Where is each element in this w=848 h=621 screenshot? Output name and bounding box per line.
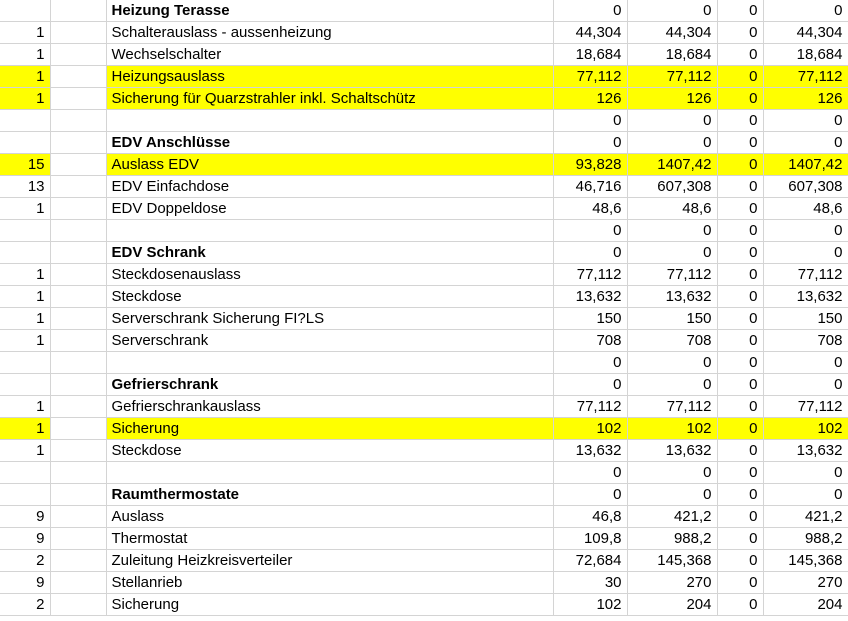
value-cell[interactable]: 0 bbox=[717, 132, 763, 154]
total-price-cell[interactable]: 0 bbox=[627, 374, 717, 396]
sum-cell[interactable]: 126 bbox=[763, 88, 848, 110]
quantity-cell[interactable] bbox=[0, 220, 50, 242]
blank-cell[interactable] bbox=[50, 264, 106, 286]
description-cell[interactable]: EDV Schrank bbox=[106, 242, 553, 264]
sum-cell[interactable]: 0 bbox=[763, 110, 848, 132]
sum-cell[interactable]: 48,6 bbox=[763, 198, 848, 220]
quantity-cell[interactable]: 2 bbox=[0, 594, 50, 616]
blank-cell[interactable] bbox=[50, 396, 106, 418]
unit-price-cell[interactable]: 46,8 bbox=[553, 506, 627, 528]
value-cell[interactable]: 0 bbox=[717, 22, 763, 44]
value-cell[interactable]: 0 bbox=[717, 44, 763, 66]
blank-cell[interactable] bbox=[50, 352, 106, 374]
value-cell[interactable]: 0 bbox=[717, 462, 763, 484]
table-row bbox=[0, 396, 848, 418]
table-row bbox=[0, 264, 848, 286]
empty-row bbox=[0, 110, 848, 132]
blank-cell[interactable] bbox=[50, 330, 106, 352]
quantity-cell[interactable]: 2 bbox=[0, 550, 50, 572]
blank-cell[interactable] bbox=[50, 0, 106, 22]
unit-price-cell[interactable]: 13,632 bbox=[553, 440, 627, 462]
quantity-cell[interactable] bbox=[0, 484, 50, 506]
quantity-cell[interactable]: 1 bbox=[0, 286, 50, 308]
total-price-cell[interactable]: 1407,42 bbox=[627, 154, 717, 176]
blank-cell[interactable] bbox=[50, 110, 106, 132]
table-row bbox=[0, 440, 848, 462]
total-price-cell[interactable]: 708 bbox=[627, 330, 717, 352]
value-cell[interactable]: 0 bbox=[717, 352, 763, 374]
quantity-cell[interactable]: 1 bbox=[0, 198, 50, 220]
total-price-cell[interactable]: 0 bbox=[627, 484, 717, 506]
unit-price-cell[interactable]: 44,304 bbox=[553, 22, 627, 44]
sum-cell[interactable]: 988,2 bbox=[763, 528, 848, 550]
sum-cell[interactable]: 150 bbox=[763, 308, 848, 330]
section-header-row bbox=[0, 0, 848, 22]
total-price-cell[interactable]: 150 bbox=[627, 308, 717, 330]
value-cell[interactable]: 0 bbox=[717, 440, 763, 462]
description-cell[interactable]: Auslass bbox=[106, 506, 553, 528]
description-cell[interactable]: EDV Einfachdose bbox=[106, 176, 553, 198]
unit-price-cell[interactable]: 30 bbox=[553, 572, 627, 594]
blank-cell[interactable] bbox=[50, 594, 106, 616]
table-row bbox=[0, 66, 848, 88]
blank-cell[interactable] bbox=[50, 286, 106, 308]
value-cell[interactable]: 0 bbox=[717, 176, 763, 198]
unit-price-cell[interactable]: 77,112 bbox=[553, 66, 627, 88]
total-price-cell[interactable]: 0 bbox=[627, 0, 717, 22]
quantity-cell[interactable] bbox=[0, 132, 50, 154]
sum-cell[interactable]: 44,304 bbox=[763, 22, 848, 44]
unit-price-cell[interactable]: 0 bbox=[553, 374, 627, 396]
section-header-row bbox=[0, 484, 848, 506]
value-cell[interactable]: 0 bbox=[717, 418, 763, 440]
sum-cell[interactable]: 77,112 bbox=[763, 264, 848, 286]
value-cell[interactable]: 0 bbox=[717, 286, 763, 308]
unit-price-cell[interactable]: 0 bbox=[553, 220, 627, 242]
quantity-cell[interactable]: 1 bbox=[0, 22, 50, 44]
quantity-cell[interactable]: 9 bbox=[0, 506, 50, 528]
value-cell[interactable]: 0 bbox=[717, 264, 763, 286]
sum-cell[interactable]: 270 bbox=[763, 572, 848, 594]
blank-cell[interactable] bbox=[50, 528, 106, 550]
blank-cell[interactable] bbox=[50, 572, 106, 594]
total-price-cell[interactable]: 0 bbox=[627, 132, 717, 154]
total-price-cell[interactable]: 48,6 bbox=[627, 198, 717, 220]
quantity-cell[interactable]: 1 bbox=[0, 396, 50, 418]
description-cell[interactable]: Raumthermostate bbox=[106, 484, 553, 506]
sum-cell[interactable]: 0 bbox=[763, 242, 848, 264]
description-cell[interactable]: Wechselschalter bbox=[106, 44, 553, 66]
unit-price-cell[interactable]: 126 bbox=[553, 88, 627, 110]
total-price-cell[interactable]: 988,2 bbox=[627, 528, 717, 550]
value-cell[interactable]: 0 bbox=[717, 220, 763, 242]
unit-price-cell[interactable]: 0 bbox=[553, 242, 627, 264]
blank-cell[interactable] bbox=[50, 88, 106, 110]
table-row bbox=[0, 594, 848, 616]
quantity-cell[interactable]: 9 bbox=[0, 572, 50, 594]
value-cell[interactable]: 0 bbox=[717, 550, 763, 572]
unit-price-cell[interactable]: 13,632 bbox=[553, 286, 627, 308]
sum-cell[interactable]: 18,684 bbox=[763, 44, 848, 66]
unit-price-cell[interactable]: 18,684 bbox=[553, 44, 627, 66]
total-price-cell[interactable]: 204 bbox=[627, 594, 717, 616]
value-cell[interactable]: 0 bbox=[717, 88, 763, 110]
description-cell[interactable]: Gefrierschrankauslass bbox=[106, 396, 553, 418]
sum-cell[interactable]: 607,308 bbox=[763, 176, 848, 198]
sum-cell[interactable]: 0 bbox=[763, 220, 848, 242]
value-cell[interactable]: 0 bbox=[717, 484, 763, 506]
unit-price-cell[interactable]: 0 bbox=[553, 462, 627, 484]
unit-price-cell[interactable]: 109,8 bbox=[553, 528, 627, 550]
description-cell[interactable]: Steckdose bbox=[106, 286, 553, 308]
sum-cell[interactable]: 145,368 bbox=[763, 550, 848, 572]
blank-cell[interactable] bbox=[50, 308, 106, 330]
sum-cell[interactable]: 204 bbox=[763, 594, 848, 616]
section-header-row bbox=[0, 242, 848, 264]
value-cell[interactable]: 0 bbox=[717, 572, 763, 594]
table-row bbox=[0, 154, 848, 176]
empty-row bbox=[0, 220, 848, 242]
table-row bbox=[0, 572, 848, 594]
table-row bbox=[0, 44, 848, 66]
total-price-cell[interactable]: 18,684 bbox=[627, 44, 717, 66]
sum-cell[interactable]: 77,112 bbox=[763, 396, 848, 418]
unit-price-cell[interactable]: 0 bbox=[553, 110, 627, 132]
quantity-cell[interactable]: 1 bbox=[0, 440, 50, 462]
sum-cell[interactable]: 13,632 bbox=[763, 440, 848, 462]
value-cell[interactable]: 0 bbox=[717, 242, 763, 264]
total-price-cell[interactable]: 77,112 bbox=[627, 66, 717, 88]
sum-cell[interactable]: 0 bbox=[763, 0, 848, 22]
blank-cell[interactable] bbox=[50, 22, 106, 44]
quantity-cell[interactable] bbox=[0, 242, 50, 264]
sum-cell[interactable]: 0 bbox=[763, 132, 848, 154]
total-price-cell[interactable]: 0 bbox=[627, 462, 717, 484]
unit-price-cell[interactable]: 0 bbox=[553, 132, 627, 154]
value-cell[interactable]: 0 bbox=[717, 154, 763, 176]
quantity-cell[interactable] bbox=[0, 110, 50, 132]
total-price-cell[interactable]: 0 bbox=[627, 220, 717, 242]
value-cell[interactable]: 0 bbox=[717, 0, 763, 22]
description-cell[interactable]: Stellanrieb bbox=[106, 572, 553, 594]
unit-price-cell[interactable]: 77,112 bbox=[553, 396, 627, 418]
sum-cell[interactable]: 0 bbox=[763, 484, 848, 506]
table-row bbox=[0, 506, 848, 528]
unit-price-cell[interactable]: 0 bbox=[553, 352, 627, 374]
description-cell[interactable]: Zuleitung Heizkreisverteiler bbox=[106, 550, 553, 572]
table-row bbox=[0, 308, 848, 330]
total-price-cell[interactable]: 0 bbox=[627, 242, 717, 264]
quantity-cell[interactable]: 1 bbox=[0, 418, 50, 440]
description-cell[interactable]: Heizung Terasse bbox=[106, 0, 553, 22]
description-cell[interactable]: Sicherung für Quarzstrahler inkl. Schaltschütz bbox=[106, 88, 553, 110]
value-cell[interactable]: 0 bbox=[717, 110, 763, 132]
quantity-cell[interactable] bbox=[0, 374, 50, 396]
blank-cell[interactable] bbox=[50, 176, 106, 198]
unit-price-cell[interactable]: 150 bbox=[553, 308, 627, 330]
description-cell[interactable]: Gefrierschrank bbox=[106, 374, 553, 396]
quantity-cell[interactable]: 1 bbox=[0, 330, 50, 352]
description-cell[interactable]: Schalterauslass - aussenheizung bbox=[106, 22, 553, 44]
sum-cell[interactable]: 102 bbox=[763, 418, 848, 440]
total-price-cell[interactable]: 77,112 bbox=[627, 264, 717, 286]
value-cell[interactable]: 0 bbox=[717, 396, 763, 418]
quantity-cell[interactable]: 9 bbox=[0, 528, 50, 550]
value-cell[interactable]: 0 bbox=[717, 374, 763, 396]
quantity-cell[interactable]: 1 bbox=[0, 308, 50, 330]
blank-cell[interactable] bbox=[50, 484, 106, 506]
total-price-cell[interactable]: 44,304 bbox=[627, 22, 717, 44]
value-cell[interactable]: 0 bbox=[717, 308, 763, 330]
value-cell[interactable]: 0 bbox=[717, 330, 763, 352]
table-row bbox=[0, 176, 848, 198]
value-cell[interactable]: 0 bbox=[717, 594, 763, 616]
blank-cell[interactable] bbox=[50, 506, 106, 528]
quantity-cell[interactable]: 1 bbox=[0, 44, 50, 66]
description-cell[interactable]: EDV Anschlüsse bbox=[106, 132, 553, 154]
value-cell[interactable]: 0 bbox=[717, 528, 763, 550]
unit-price-cell[interactable]: 0 bbox=[553, 0, 627, 22]
blank-cell[interactable] bbox=[50, 154, 106, 176]
description-cell[interactable]: Sicherung bbox=[106, 418, 553, 440]
total-price-cell[interactable]: 102 bbox=[627, 418, 717, 440]
blank-cell[interactable] bbox=[50, 440, 106, 462]
quantity-cell[interactable]: 1 bbox=[0, 88, 50, 110]
unit-price-cell[interactable]: 77,112 bbox=[553, 264, 627, 286]
blank-cell[interactable] bbox=[50, 66, 106, 88]
unit-price-cell[interactable]: 102 bbox=[553, 594, 627, 616]
table-row bbox=[0, 550, 848, 572]
table-row bbox=[0, 22, 848, 44]
description-cell[interactable]: Steckdosenauslass bbox=[106, 264, 553, 286]
total-price-cell[interactable]: 421,2 bbox=[627, 506, 717, 528]
blank-cell[interactable] bbox=[50, 198, 106, 220]
blank-cell[interactable] bbox=[50, 462, 106, 484]
sum-cell[interactable]: 13,632 bbox=[763, 286, 848, 308]
sum-cell[interactable]: 77,112 bbox=[763, 66, 848, 88]
table-row bbox=[0, 286, 848, 308]
sum-cell[interactable]: 0 bbox=[763, 374, 848, 396]
unit-price-cell[interactable]: 48,6 bbox=[553, 198, 627, 220]
description-cell[interactable] bbox=[106, 110, 553, 132]
description-cell[interactable]: EDV Doppeldose bbox=[106, 198, 553, 220]
blank-cell[interactable] bbox=[50, 132, 106, 154]
description-cell[interactable]: Sicherung bbox=[106, 594, 553, 616]
value-cell[interactable]: 0 bbox=[717, 506, 763, 528]
unit-price-cell[interactable]: 708 bbox=[553, 330, 627, 352]
blank-cell[interactable] bbox=[50, 374, 106, 396]
total-price-cell[interactable]: 13,632 bbox=[627, 440, 717, 462]
quantity-cell[interactable] bbox=[0, 352, 50, 374]
table-row bbox=[0, 198, 848, 220]
quantity-cell[interactable]: 15 bbox=[0, 154, 50, 176]
sum-cell[interactable]: 0 bbox=[763, 462, 848, 484]
sum-cell[interactable]: 0 bbox=[763, 352, 848, 374]
total-price-cell[interactable]: 0 bbox=[627, 110, 717, 132]
total-price-cell[interactable]: 13,632 bbox=[627, 286, 717, 308]
blank-cell[interactable] bbox=[50, 242, 106, 264]
blank-cell[interactable] bbox=[50, 44, 106, 66]
table-row bbox=[0, 418, 848, 440]
section-header-row bbox=[0, 132, 848, 154]
blank-cell[interactable] bbox=[50, 220, 106, 242]
unit-price-cell[interactable]: 46,716 bbox=[553, 176, 627, 198]
total-price-cell[interactable]: 607,308 bbox=[627, 176, 717, 198]
value-cell[interactable]: 0 bbox=[717, 198, 763, 220]
sum-cell[interactable]: 421,2 bbox=[763, 506, 848, 528]
table-row bbox=[0, 330, 848, 352]
total-price-cell[interactable]: 126 bbox=[627, 88, 717, 110]
blank-cell[interactable] bbox=[50, 418, 106, 440]
table-row bbox=[0, 528, 848, 550]
total-price-cell[interactable]: 0 bbox=[627, 352, 717, 374]
unit-price-cell[interactable]: 102 bbox=[553, 418, 627, 440]
value-cell[interactable]: 0 bbox=[717, 66, 763, 88]
table-row bbox=[0, 88, 848, 110]
quantity-cell[interactable] bbox=[0, 0, 50, 22]
description-cell[interactable] bbox=[106, 352, 553, 374]
description-cell[interactable]: Heizungsauslass bbox=[106, 66, 553, 88]
empty-row bbox=[0, 352, 848, 374]
quantity-cell[interactable] bbox=[0, 462, 50, 484]
description-cell[interactable] bbox=[106, 220, 553, 242]
total-price-cell[interactable]: 145,368 bbox=[627, 550, 717, 572]
unit-price-cell[interactable]: 0 bbox=[553, 484, 627, 506]
description-cell[interactable]: Steckdose bbox=[106, 440, 553, 462]
description-cell[interactable]: Thermostat bbox=[106, 528, 553, 550]
unit-price-cell[interactable]: 72,684 bbox=[553, 550, 627, 572]
quantity-cell[interactable]: 1 bbox=[0, 66, 50, 88]
description-cell[interactable]: Serverschrank Sicherung FI?LS bbox=[106, 308, 553, 330]
total-price-cell[interactable]: 77,112 bbox=[627, 396, 717, 418]
description-cell[interactable]: Auslass EDV bbox=[106, 154, 553, 176]
sum-cell[interactable]: 1407,42 bbox=[763, 154, 848, 176]
unit-price-cell[interactable]: 93,828 bbox=[553, 154, 627, 176]
quantity-cell[interactable]: 13 bbox=[0, 176, 50, 198]
quantity-cell[interactable]: 1 bbox=[0, 264, 50, 286]
blank-cell[interactable] bbox=[50, 550, 106, 572]
description-cell[interactable]: Serverschrank bbox=[106, 330, 553, 352]
empty-row bbox=[0, 462, 848, 484]
description-cell[interactable] bbox=[106, 462, 553, 484]
section-header-row bbox=[0, 374, 848, 396]
total-price-cell[interactable]: 270 bbox=[627, 572, 717, 594]
sum-cell[interactable]: 708 bbox=[763, 330, 848, 352]
